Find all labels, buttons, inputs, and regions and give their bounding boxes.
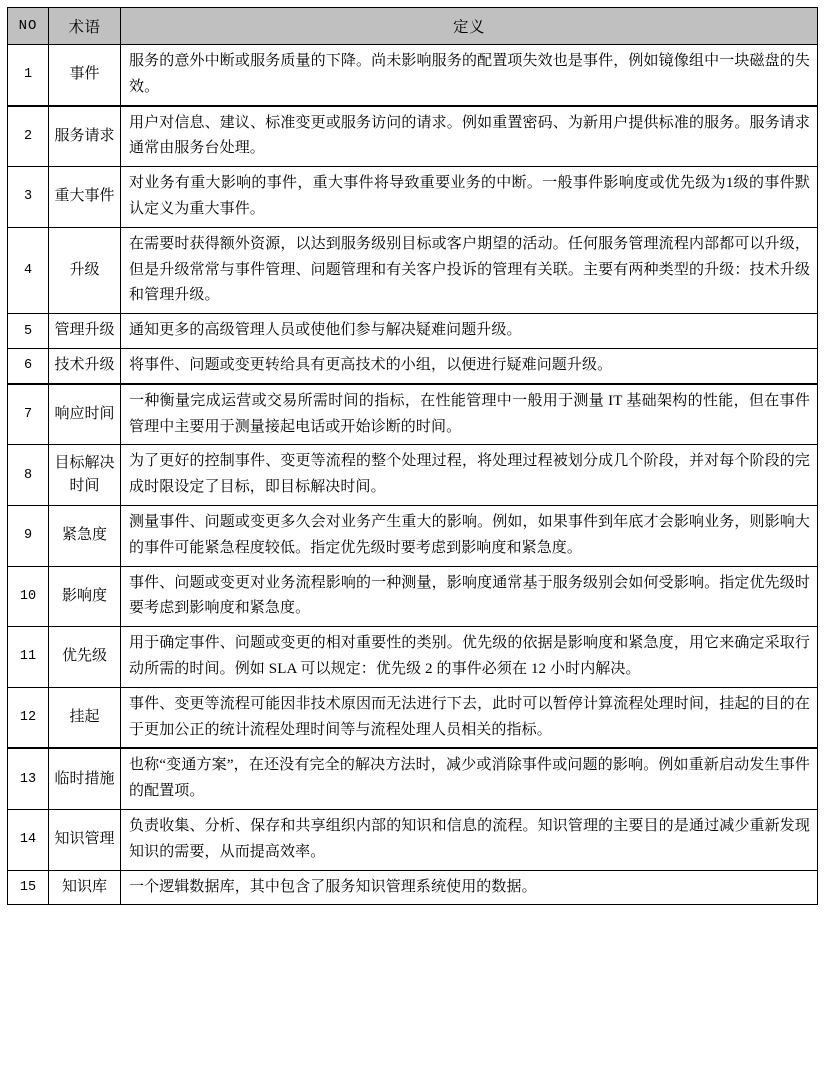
- cell-no: 4: [8, 227, 49, 313]
- cell-term: 影响度: [49, 566, 121, 627]
- cell-definition: 也称“变通方案”，在还没有完全的解决方法时，减少或消除事件或问题的影响。例如重新启动发生事件的配置项。: [121, 748, 818, 809]
- cell-term: 事件: [49, 45, 121, 106]
- cell-no: 9: [8, 505, 49, 566]
- table-row: [8, 227, 818, 313]
- table-row: [8, 505, 818, 566]
- cell-no: 15: [8, 870, 49, 905]
- table-row: [8, 445, 818, 506]
- cell-term: 临时措施: [49, 748, 121, 809]
- header-row: [8, 8, 818, 45]
- cell-definition: 负责收集、分析、保存和共享组织内部的知识和信息的流程。知识管理的主要目的是通过减少重新发现知识的需要，从而提高效率。: [121, 809, 818, 870]
- cell-definition: 用于确定事件、问题或变更的相对重要性的类别。优先级的依据是影响度和紧急度，用它来确定采取行动所需的时间。例如 SLA 可以规定：优先级 2 的事件必须在 12 小时内解决。: [121, 627, 818, 688]
- table-row: [8, 809, 818, 870]
- table-row: [8, 45, 818, 106]
- table-row: [8, 384, 818, 445]
- table-row: [8, 566, 818, 627]
- table-row: [8, 106, 818, 167]
- cell-term: 响应时间: [49, 384, 121, 445]
- cell-no: 13: [8, 748, 49, 809]
- table-row: [8, 167, 818, 228]
- cell-no: 14: [8, 809, 49, 870]
- table-row: [8, 348, 818, 383]
- table-row: [8, 870, 818, 905]
- cell-term: 知识库: [49, 870, 121, 905]
- cell-no: 6: [8, 348, 49, 383]
- cell-term: 知识管理: [49, 809, 121, 870]
- cell-no: 11: [8, 627, 49, 688]
- cell-definition: 测量事件、问题或变更多久会对业务产生重大的影响。例如，如果事件到年底才会影响业务，则影响大的事件可能紧急程度较低。指定优先级时要考虑到影响度和紧急度。: [121, 505, 818, 566]
- cell-definition: 对业务有重大影响的事件，重大事件将导致重要业务的中断。一般事件影响度或优先级为1级的事件默认定义为重大事件。: [121, 167, 818, 228]
- cell-definition: 事件、问题或变更对业务流程影响的一种测量，影响度通常基于服务级别会如何受影响。指定优先级时要考虑到影响度和紧急度。: [121, 566, 818, 627]
- column-header-def: 定义: [121, 8, 818, 45]
- cell-no: 8: [8, 445, 49, 506]
- cell-term: 管理升级: [49, 314, 121, 349]
- table-row: [8, 627, 818, 688]
- table-row: [8, 314, 818, 349]
- cell-term: 技术升级: [49, 348, 121, 383]
- cell-no: 3: [8, 167, 49, 228]
- cell-term: 目标解决时间: [49, 445, 121, 506]
- cell-term: 挂起: [49, 687, 121, 748]
- cell-term: 升级: [49, 227, 121, 313]
- cell-definition: 将事件、问题或变更转给具有更高技术的小组，以便进行疑难问题升级。: [121, 348, 818, 383]
- cell-no: 12: [8, 687, 49, 748]
- cell-no: 5: [8, 314, 49, 349]
- cell-definition: 通知更多的高级管理人员或使他们参与解决疑难问题升级。: [121, 314, 818, 349]
- cell-definition: 一种衡量完成运营或交易所需时间的指标，在性能管理中一般用于测量 IT 基础架构的性能，但在事件管理中主要用于测量接起电话或开始诊断的时间。: [121, 384, 818, 445]
- glossary-table: [7, 7, 818, 905]
- cell-definition: 为了更好的控制事件、变更等流程的整个处理过程，将处理过程被划分成几个阶段，并对每个阶段的完成时限设定了目标，即目标解决时间。: [121, 445, 818, 506]
- cell-definition: 一个逻辑数据库，其中包含了服务知识管理系统使用的数据。: [121, 870, 818, 905]
- column-header-term: 术语: [49, 8, 121, 45]
- column-header-no: NO: [8, 8, 49, 45]
- cell-term: 优先级: [49, 627, 121, 688]
- cell-definition: 在需要时获得额外资源，以达到服务级别目标或客户期望的活动。任何服务管理流程内部都可以升级，但是升级常常与事件管理、问题管理和有关客户投诉的管理有关联。主要有两种类型的升级：技术升级和管理升级。: [121, 227, 818, 313]
- cell-no: 2: [8, 106, 49, 167]
- table-body: [8, 45, 818, 905]
- cell-definition: 服务的意外中断或服务质量的下降。尚未影响服务的配置项失效也是事件，例如镜像组中一块磁盘的失效。: [121, 45, 818, 106]
- cell-no: 10: [8, 566, 49, 627]
- cell-term: 紧急度: [49, 505, 121, 566]
- table-row: [8, 748, 818, 809]
- cell-term: 重大事件: [49, 167, 121, 228]
- cell-term: 服务请求: [49, 106, 121, 167]
- cell-definition: 用户对信息、建议、标准变更或服务访问的请求。例如重置密码、为新用户提供标准的服务。服务请求通常由服务台处理。: [121, 106, 818, 167]
- cell-definition: 事件、变更等流程可能因非技术原因而无法进行下去，此时可以暂停计算流程处理时间，挂起的目的在于更加公正的统计流程处理时间等与流程处理人员相关的指标。: [121, 687, 818, 748]
- table-header: [8, 8, 818, 45]
- cell-no: 1: [8, 45, 49, 106]
- table-row: [8, 687, 818, 748]
- cell-no: 7: [8, 384, 49, 445]
